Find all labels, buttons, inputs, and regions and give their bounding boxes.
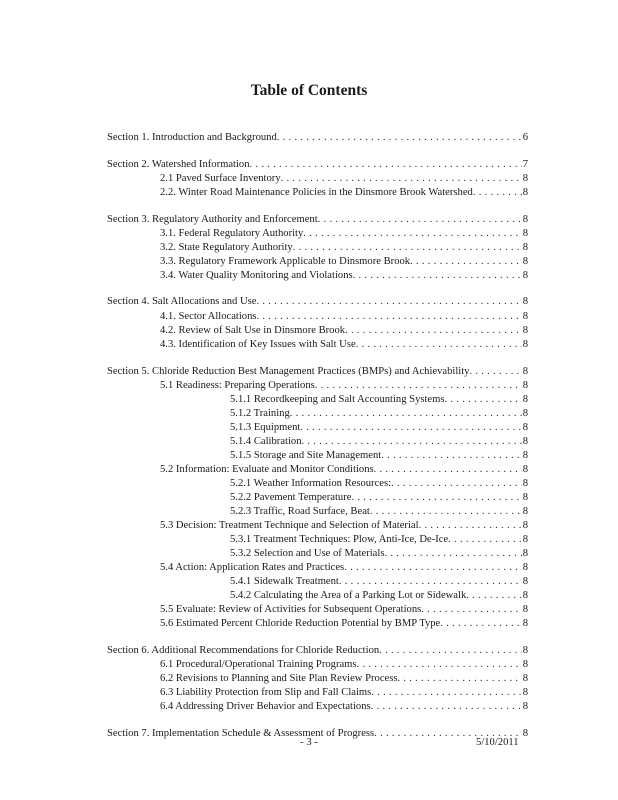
- toc-dot-leader: [371, 700, 522, 713]
- toc-entry-label: Section 1. Introduction and Background: [107, 132, 277, 143]
- toc-entry-label: 5.1.2 Training: [230, 408, 290, 419]
- toc-entry[interactable]: [230, 435, 528, 448]
- toc-entry-label: 5.6 Estimated Percent Chloride Reduction Potential by BMP Type: [160, 618, 441, 629]
- toc-entry-label: 5.4.1 Sidewalk Treatment: [230, 576, 339, 587]
- toc-entry-label: 5.4 Action: Application Rates and Practices: [160, 562, 345, 573]
- toc-entry-label: 6.2 Revisions to Planning and Site Plan Review Process: [160, 673, 398, 684]
- toc-entry[interactable]: [230, 421, 528, 434]
- toc-dot-leader: [281, 172, 522, 185]
- toc-entry-label: 5.4.2 Calculating the Area of a Parking Lot or Sidewalk: [230, 590, 467, 601]
- toc-entry[interactable]: [230, 589, 528, 602]
- toc-entry-page: 8: [522, 436, 528, 447]
- toc-entry-page: 8: [522, 520, 528, 531]
- toc-entry-page: 8: [522, 339, 528, 350]
- toc-entry-page: 6: [522, 132, 528, 143]
- toc-dot-leader: [353, 269, 522, 282]
- toc-entry-page: 8: [522, 492, 528, 503]
- toc-entry-label: 6.4 Addressing Driver Behavior and Expectations: [160, 701, 371, 712]
- toc-entry-label: 3.2. State Regulatory Authority: [160, 242, 293, 253]
- toc-dot-leader: [391, 477, 522, 490]
- toc-entry[interactable]: [160, 324, 528, 337]
- toc-entry-page: 8: [522, 604, 528, 615]
- toc-dot-leader: [257, 310, 522, 323]
- toc-entry-page: 8: [522, 256, 528, 267]
- toc-dot-leader: [345, 324, 522, 337]
- toc-entry[interactable]: [160, 672, 528, 685]
- toc-entry[interactable]: [160, 463, 528, 476]
- toc-entry-label: 5.1.1 Recordkeeping and Salt Accounting Systems: [230, 394, 445, 405]
- toc-entry-page: 8: [522, 506, 528, 517]
- toc-entry-page: 8: [522, 242, 528, 253]
- toc-entry-label: 5.5 Evaluate: Review of Activities for Subsequent Operations: [160, 604, 422, 615]
- toc-dot-leader: [318, 213, 522, 226]
- toc-entry[interactable]: [160, 338, 528, 351]
- toc-dot-leader: [448, 533, 522, 546]
- toc-entry-page: 8: [522, 296, 528, 307]
- toc-dot-leader: [256, 295, 521, 308]
- toc-dot-leader: [339, 575, 522, 588]
- toc-entry-page: 8: [522, 659, 528, 670]
- toc-entry-label: 3.3. Regulatory Framework Applicable to Dinsmore Brook: [160, 256, 411, 267]
- toc-entry[interactable]: [160, 379, 528, 392]
- page-title: Table of Contents: [250, 82, 368, 99]
- toc-entry-page: 8: [522, 394, 528, 405]
- toc-entry[interactable]: [160, 186, 528, 199]
- toc-entry-label: 2.1 Paved Surface Inventory: [160, 173, 281, 184]
- toc-dot-leader: [300, 421, 521, 434]
- toc-entry[interactable]: [160, 700, 528, 713]
- toc-entry[interactable]: [160, 686, 528, 699]
- toc-entry-page: 8: [522, 534, 528, 545]
- toc-entry-page: 8: [522, 687, 528, 698]
- toc-entry-label: 6.3 Liability Protection from Slip and Fall Claims: [160, 687, 372, 698]
- toc-entry[interactable]: [107, 131, 528, 144]
- toc-dot-leader: [351, 491, 521, 504]
- toc-dot-leader: [381, 449, 521, 462]
- toc-entry-page: 8: [522, 380, 528, 391]
- toc-dot-leader: [374, 463, 522, 476]
- toc-entry-page: 8: [522, 478, 528, 489]
- toc-entry-label: 3.1. Federal Regulatory Authority: [160, 228, 304, 239]
- toc-entry-page: 8: [522, 311, 528, 322]
- toc-entry-page: 8: [522, 673, 528, 684]
- toc-entry-page: 8: [522, 270, 528, 281]
- toc-entry[interactable]: [160, 603, 528, 616]
- toc-dot-leader: [357, 658, 522, 671]
- toc-entry-page: 8: [522, 366, 528, 377]
- toc-entry-page: 8: [522, 645, 528, 656]
- toc-entry[interactable]: [160, 255, 528, 268]
- toc-entry-page: 7: [522, 159, 528, 170]
- toc-entry-page: 8: [522, 562, 528, 573]
- toc-entry-label: Section 4. Salt Allocations and Use: [107, 296, 257, 307]
- toc-entry[interactable]: [160, 561, 528, 574]
- toc-entry-page: 8: [522, 228, 528, 239]
- toc-entry-label: 5.1 Readiness: Preparing Operations: [160, 380, 315, 391]
- toc-dot-leader: [277, 131, 522, 144]
- toc-entry-page: 8: [522, 408, 528, 419]
- toc-entry-page: 8: [522, 590, 528, 601]
- toc-dot-leader: [302, 435, 522, 448]
- toc-entry[interactable]: [230, 575, 528, 588]
- toc-dot-leader: [370, 505, 522, 518]
- toc-entry-label: 4.3. Identification of Key Issues with Salt Use: [160, 339, 356, 350]
- toc-entry-page: 8: [522, 464, 528, 475]
- toc-entry[interactable]: [160, 227, 528, 240]
- toc-entry-page: 8: [522, 187, 528, 198]
- toc-entry[interactable]: [160, 658, 528, 671]
- toc-entry[interactable]: [107, 644, 528, 657]
- toc-dot-leader: [410, 255, 522, 268]
- toc-dot-leader: [293, 241, 522, 254]
- toc-entry-label: 3.4. Water Quality Monitoring and Violations: [160, 270, 353, 281]
- toc-entry-label: 5.3 Decision: Treatment Technique and Selection of Material: [160, 520, 419, 531]
- toc-entry[interactable]: [230, 547, 528, 560]
- toc-entry-page: 8: [522, 173, 528, 184]
- toc-entry-label: 5.1.3 Equipment: [230, 422, 301, 433]
- toc-entry[interactable]: [107, 295, 528, 308]
- toc-dot-leader: [290, 407, 522, 420]
- toc-dot-leader: [384, 547, 521, 560]
- toc-dot-leader: [250, 158, 522, 171]
- toc-entry-page: 8: [522, 422, 528, 433]
- toc-dot-leader: [469, 365, 521, 378]
- toc-entry[interactable]: [230, 393, 528, 406]
- toc-entry-label: 5.2.3 Traffic, Road Surface, Beat: [230, 506, 370, 517]
- toc-entry[interactable]: [230, 505, 528, 518]
- toc-dot-leader: [356, 338, 522, 351]
- toc-entry[interactable]: [230, 477, 528, 490]
- toc-entry-page: 8: [522, 548, 528, 559]
- toc-entry-label: 6.1 Procedural/Operational Training Programs: [160, 659, 357, 670]
- toc-entry[interactable]: [230, 491, 528, 504]
- toc-dot-leader: [466, 589, 521, 602]
- toc-entry-label: Section 3. Regulatory Authority and Enforcement: [107, 214, 318, 225]
- toc-entry-label: 5.3.1 Treatment Techniques: Plow, Anti-Ice, De-Ice: [230, 534, 449, 545]
- toc-dot-leader: [397, 672, 521, 685]
- toc-dot-leader: [421, 603, 521, 616]
- toc-dot-leader: [440, 617, 521, 630]
- toc-dot-leader: [419, 519, 522, 532]
- toc-entry[interactable]: [230, 407, 528, 420]
- toc-dot-leader: [344, 561, 522, 574]
- toc-entry-page: 8: [522, 728, 528, 739]
- footer-date: 5/10/2011: [476, 737, 519, 748]
- toc-entry-label: 5.1.5 Storage and Site Management: [230, 450, 382, 461]
- toc-entry[interactable]: [107, 158, 528, 171]
- toc-entry-page: 8: [522, 325, 528, 336]
- toc-entry[interactable]: [160, 172, 528, 185]
- toc-entry-page: 8: [522, 214, 528, 225]
- toc-entry-label: Section 7. Implementation Schedule & Assessment of Progress: [107, 728, 375, 739]
- toc-entry-page: 8: [522, 618, 528, 629]
- toc-entry-page: 8: [522, 450, 528, 461]
- toc-entry[interactable]: [160, 269, 528, 282]
- toc-entry-label: Section 2. Watershed Information: [107, 159, 250, 170]
- toc-entry-page: 8: [522, 576, 528, 587]
- toc-entry[interactable]: [160, 519, 528, 532]
- toc-entry[interactable]: [107, 365, 528, 378]
- footer-page-number: - 3 -: [300, 737, 318, 748]
- toc-entry[interactable]: [230, 533, 528, 546]
- toc-entry-label: Section 5. Chloride Reduction Best Management Practices (BMPs) and Achievability: [107, 366, 470, 377]
- toc-entry-label: 5.2.1 Weather Information Resources:: [230, 478, 392, 489]
- toc-entry-label: 2.2. Winter Road Maintenance Policies in the Dinsmore Brook Watershed: [160, 187, 473, 198]
- toc-dot-leader: [303, 227, 521, 240]
- toc-dot-leader: [445, 393, 522, 406]
- toc-entry-label: Section 6. Additional Recommendations for Chloride Reduction: [107, 645, 380, 656]
- toc-entry[interactable]: [160, 241, 528, 254]
- toc-entry[interactable]: [160, 310, 528, 323]
- toc-entry[interactable]: [107, 213, 528, 226]
- toc-entry[interactable]: [230, 449, 528, 462]
- toc-dot-leader: [473, 186, 522, 199]
- toc-entry-label: 5.2.2 Pavement Temperature: [230, 492, 352, 503]
- toc-entry-page: 8: [522, 701, 528, 712]
- toc-dot-leader: [371, 686, 521, 699]
- toc-entry-label: 5.1.4 Calibration: [230, 436, 302, 447]
- toc-dot-leader: [379, 644, 522, 657]
- toc-entry[interactable]: [160, 617, 528, 630]
- toc-entry-label: 5.2 Information: Evaluate and Monitor Conditions: [160, 464, 374, 475]
- toc-dot-leader: [315, 379, 522, 392]
- toc-entry-label: 5.3.2 Selection and Use of Materials: [230, 548, 385, 559]
- toc-entry-label: 4.2. Review of Salt Use in Dinsmore Brook: [160, 325, 346, 336]
- toc-entry-label: 4.1. Sector Allocations: [160, 311, 257, 322]
